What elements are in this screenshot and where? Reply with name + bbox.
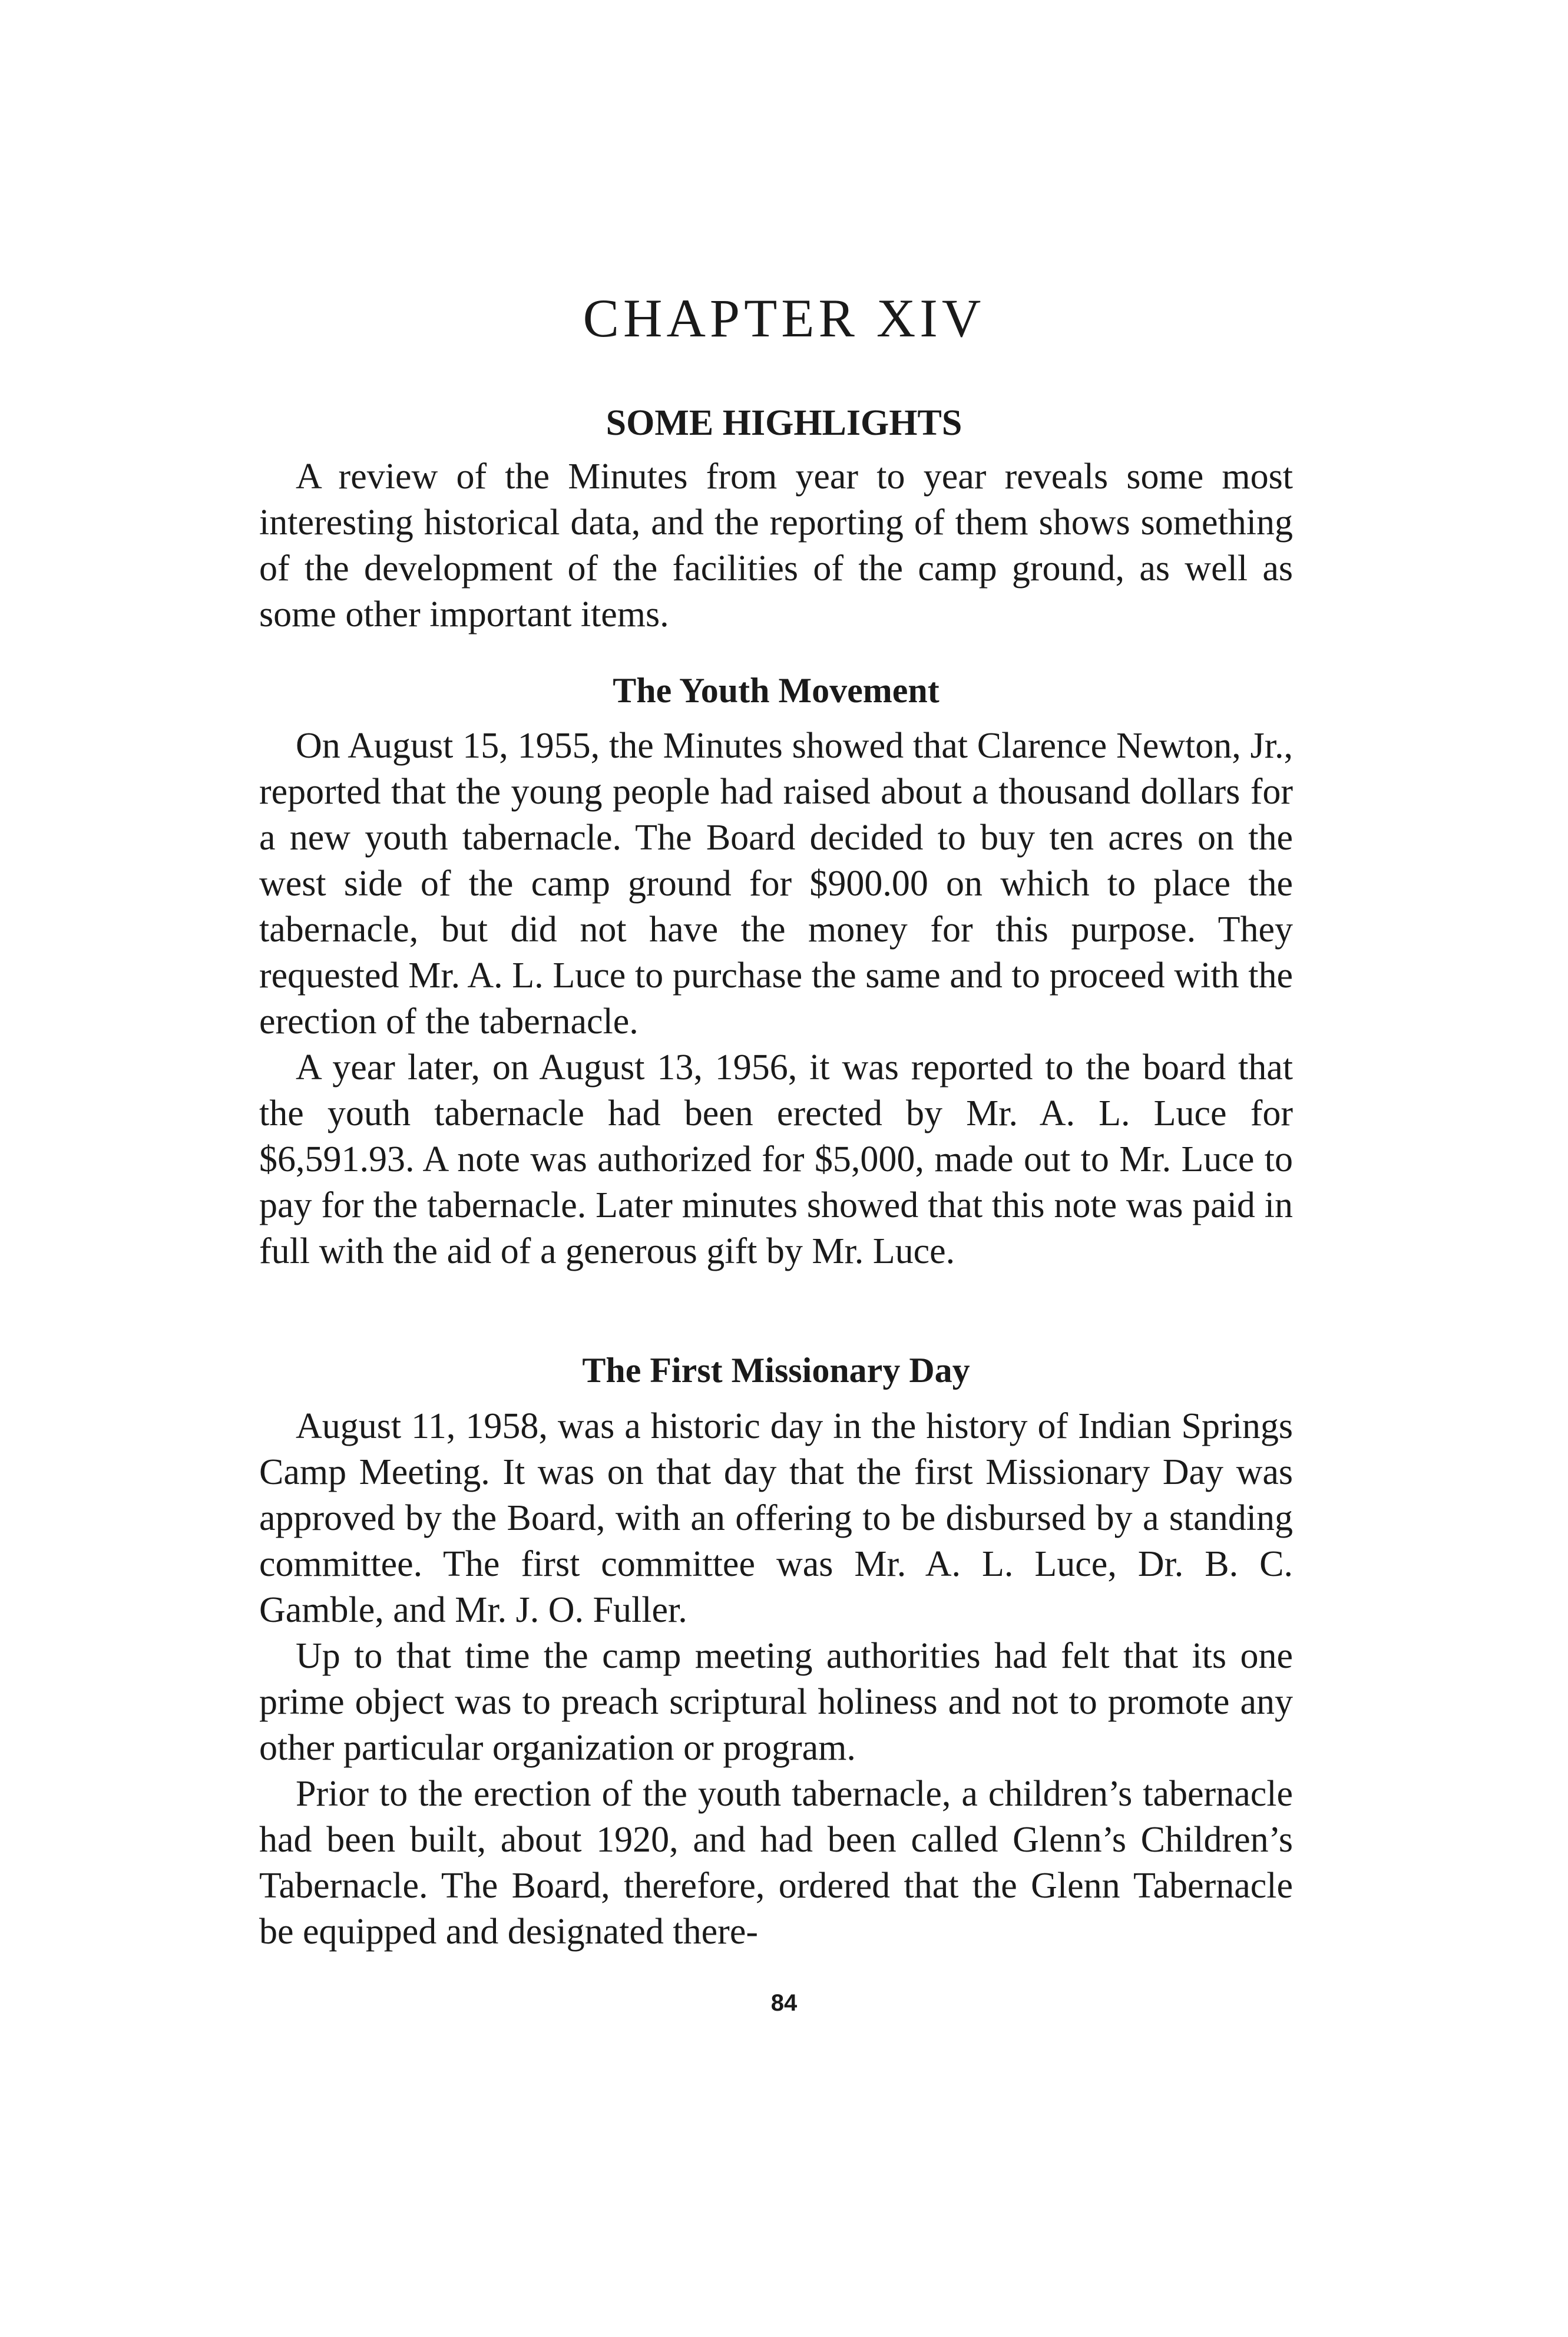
chapter-subtitle: SOME HIGHLIGHTS	[606, 403, 962, 444]
missionary-paragraph-1: August 11, 1958, was a historic day in the history of Indian Springs Camp Meeting. It was on that day that the first Missionary Day was approved by the Board, with an offering to be disbursed by a standing committee. The first committee was Mr. A. L. Luce, Dr. B. C. Gamble, and Mr. J. O. Fuller.	[259, 1406, 1293, 1630]
youth-movement-heading: The Youth Movement	[613, 671, 940, 710]
chapter-title: CHAPTER XIV	[583, 287, 985, 348]
youth-paragraph-1: On August 15, 1955, the Minutes showed that Clarence Newton, Jr., reported that the young people had raised about a thousand dollars for a new youth tabernacle. The Board decided to buy ten acres on the west side of the camp ground for $900.00 on which to place the tabernacle, but did not have the money for this purpose. They requested Mr. A. L. Luce to purchase the same and to proceed with the erection of the tabernacle.	[259, 726, 1293, 1042]
missionary-day-section	[259, 1403, 1293, 1955]
missionary-paragraph-2: Up to that time the camp meeting authorities had felt that its one prime object was to preach scriptural holiness and not to promote any other particular organization or program.	[259, 1636, 1293, 1768]
intro-section	[259, 454, 1293, 637]
youth-movement-section	[259, 723, 1293, 1274]
page-number: 84	[770, 1990, 798, 2016]
missionary-day-heading-block	[259, 1347, 1293, 1393]
youth-movement-heading-block	[259, 667, 1293, 713]
missionary-day-heading: The First Missionary Day	[582, 1351, 970, 1390]
youth-paragraph-2: A year later, on August 13, 1956, it was reported to the board that the youth tabernacle had been erected by Mr. A. L. Luce for $6,591.93. A note was authorized for $5,000, made out to Mr. Luce to pay for the tabernacle. Later minutes showed that this note was paid in full with the aid of a generous gift by Mr. Luce.	[259, 1047, 1293, 1271]
intro-paragraph: A review of the Minutes from year to year reveals some most interesting historical data, and the reporting of them shows something of the development of the facilities of the camp ground, as well as some other important items.	[259, 457, 1293, 634]
missionary-paragraph-3: Prior to the erection of the youth tabernacle, a children’s tabernacle had been built, about 1920, and had been called Glenn’s Children’s Tabernacle. The Board, therefore, ordered that the Glenn Tabernacle be equipped and designated there-	[259, 1774, 1293, 1952]
